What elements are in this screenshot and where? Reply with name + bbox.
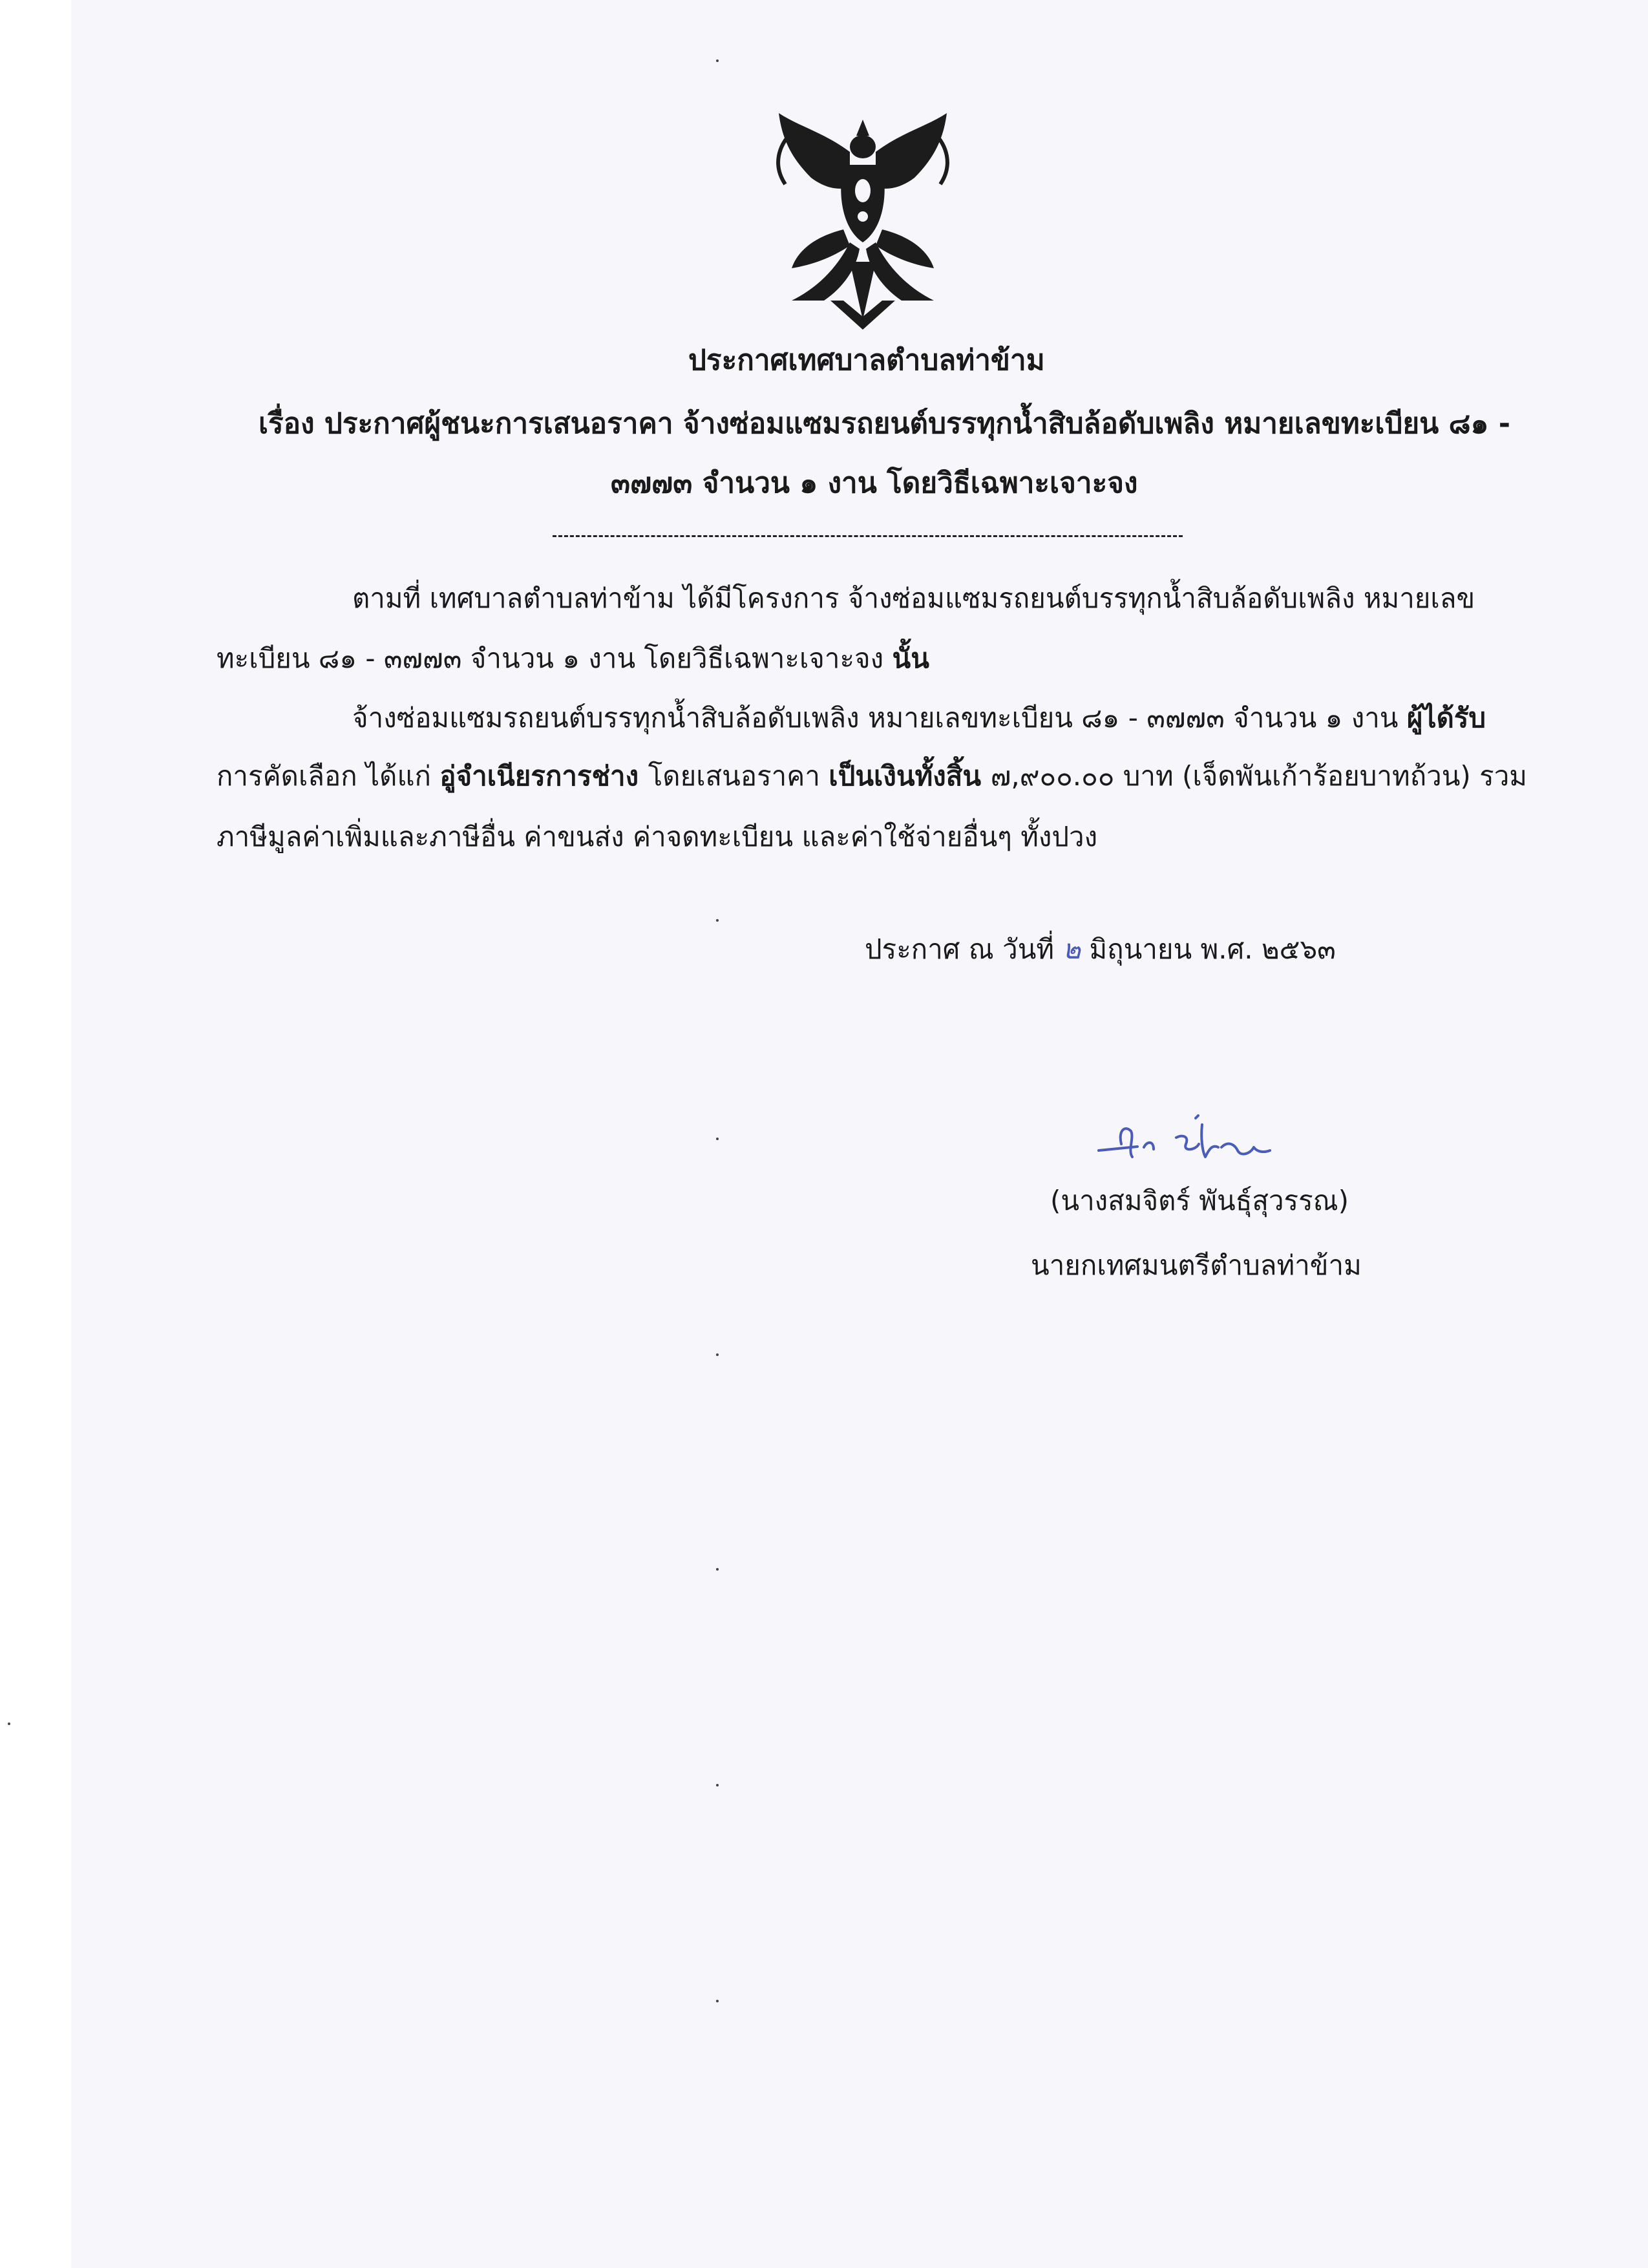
paragraph-1-line-2: [217, 637, 929, 680]
scan-speck: [8, 1722, 10, 1725]
para2-bold: ผู้ได้รับ: [1406, 702, 1486, 734]
paragraph-2-line-2: [217, 755, 1527, 798]
subject-line-2: ๓๗๗๓ จำนวน ๑ งาน โดยวิธีเฉพาะเจาะจง: [611, 467, 1138, 500]
subject-line-1: เรื่อง ประกาศผู้ชนะการเสนอราคา จ้างซ่อมแซมรถยนต์บรรทุกน้ำสิบล้อดับเพลิง หมายเลขทะเบียน ๘๑ -: [259, 407, 1511, 440]
scan-speck: [716, 59, 719, 62]
scan-speck: [716, 1138, 719, 1140]
separator-line: [553, 535, 1183, 537]
signatory-name: (นางสมจิตร์ พันธุ์สุวรรณ): [1050, 1185, 1349, 1216]
para2-line2a: การคัดเลือก ได้แก่: [217, 760, 440, 792]
paragraph-2-line-3: ภาษีมูลค่าเพิ่มและภาษีอื่น ค่าขนส่ง ค่าจดทะเบียน และค่าใช้จ่ายอื่นๆ ทั้งปวง: [217, 821, 1098, 853]
scan-speck: [716, 1568, 719, 1571]
winner-name: อู่จำเนียรการช่าง: [439, 760, 648, 792]
para2-lead: จ้างซ่อมแซมรถยนต์บรรทุกน้ำสิบล้อดับเพลิง หมายเลขทะเบียน ๘๑ - ๓๗๗๓ จำนวน ๑ งาน: [352, 702, 1407, 734]
scan-speck: [716, 1353, 719, 1356]
scan-speck: [716, 919, 719, 922]
para1-lead: ตามที่ เทศบาลตำบลท่าข้าม: [352, 582, 684, 614]
handwritten-day: ๒: [1062, 933, 1081, 965]
scan-speck: [716, 1784, 719, 1786]
date-suffix: มิถุนายน พ.ศ. ๒๕๖๓: [1081, 933, 1336, 965]
date-prefix: ประกาศ ณ วันที่: [865, 933, 1063, 965]
scan-speck: [716, 2000, 719, 2002]
para1-line2: ทะเบียน ๘๑ - ๓๗๗๓ จำนวน ๑ งาน โดยวิธีเฉพาะเจาะจง: [217, 642, 893, 674]
para1-end: นั้น: [892, 642, 929, 674]
paragraph-1-line-1: [352, 577, 1475, 620]
para1-rest: ได้มีโครงการ จ้างซ่อมแซมรถยนต์บรรทุกน้ำสิบล้อดับเพลิง หมายเลข: [683, 582, 1475, 614]
price-text: ๗,๙๐๐.๐๐ บาท (เจ็ดพันเก้าร้อยบาทถ้วน) รวม: [990, 760, 1527, 792]
org-title: ประกาศเทศบาลตำบลท่าข้าม: [688, 344, 1045, 377]
para2-line2d: เป็นเงินทั้งสิ้น: [829, 760, 991, 792]
handwritten-signature: [1092, 1099, 1286, 1183]
garuda-emblem-icon: [753, 107, 973, 333]
para2-line2c: โดยเสนอราคา: [648, 760, 829, 792]
paragraph-2-line-1: [352, 697, 1486, 739]
date-line: [865, 928, 1336, 971]
signatory-position: นายกเทศมนตรีตำบลท่าข้าม: [1031, 1249, 1362, 1281]
